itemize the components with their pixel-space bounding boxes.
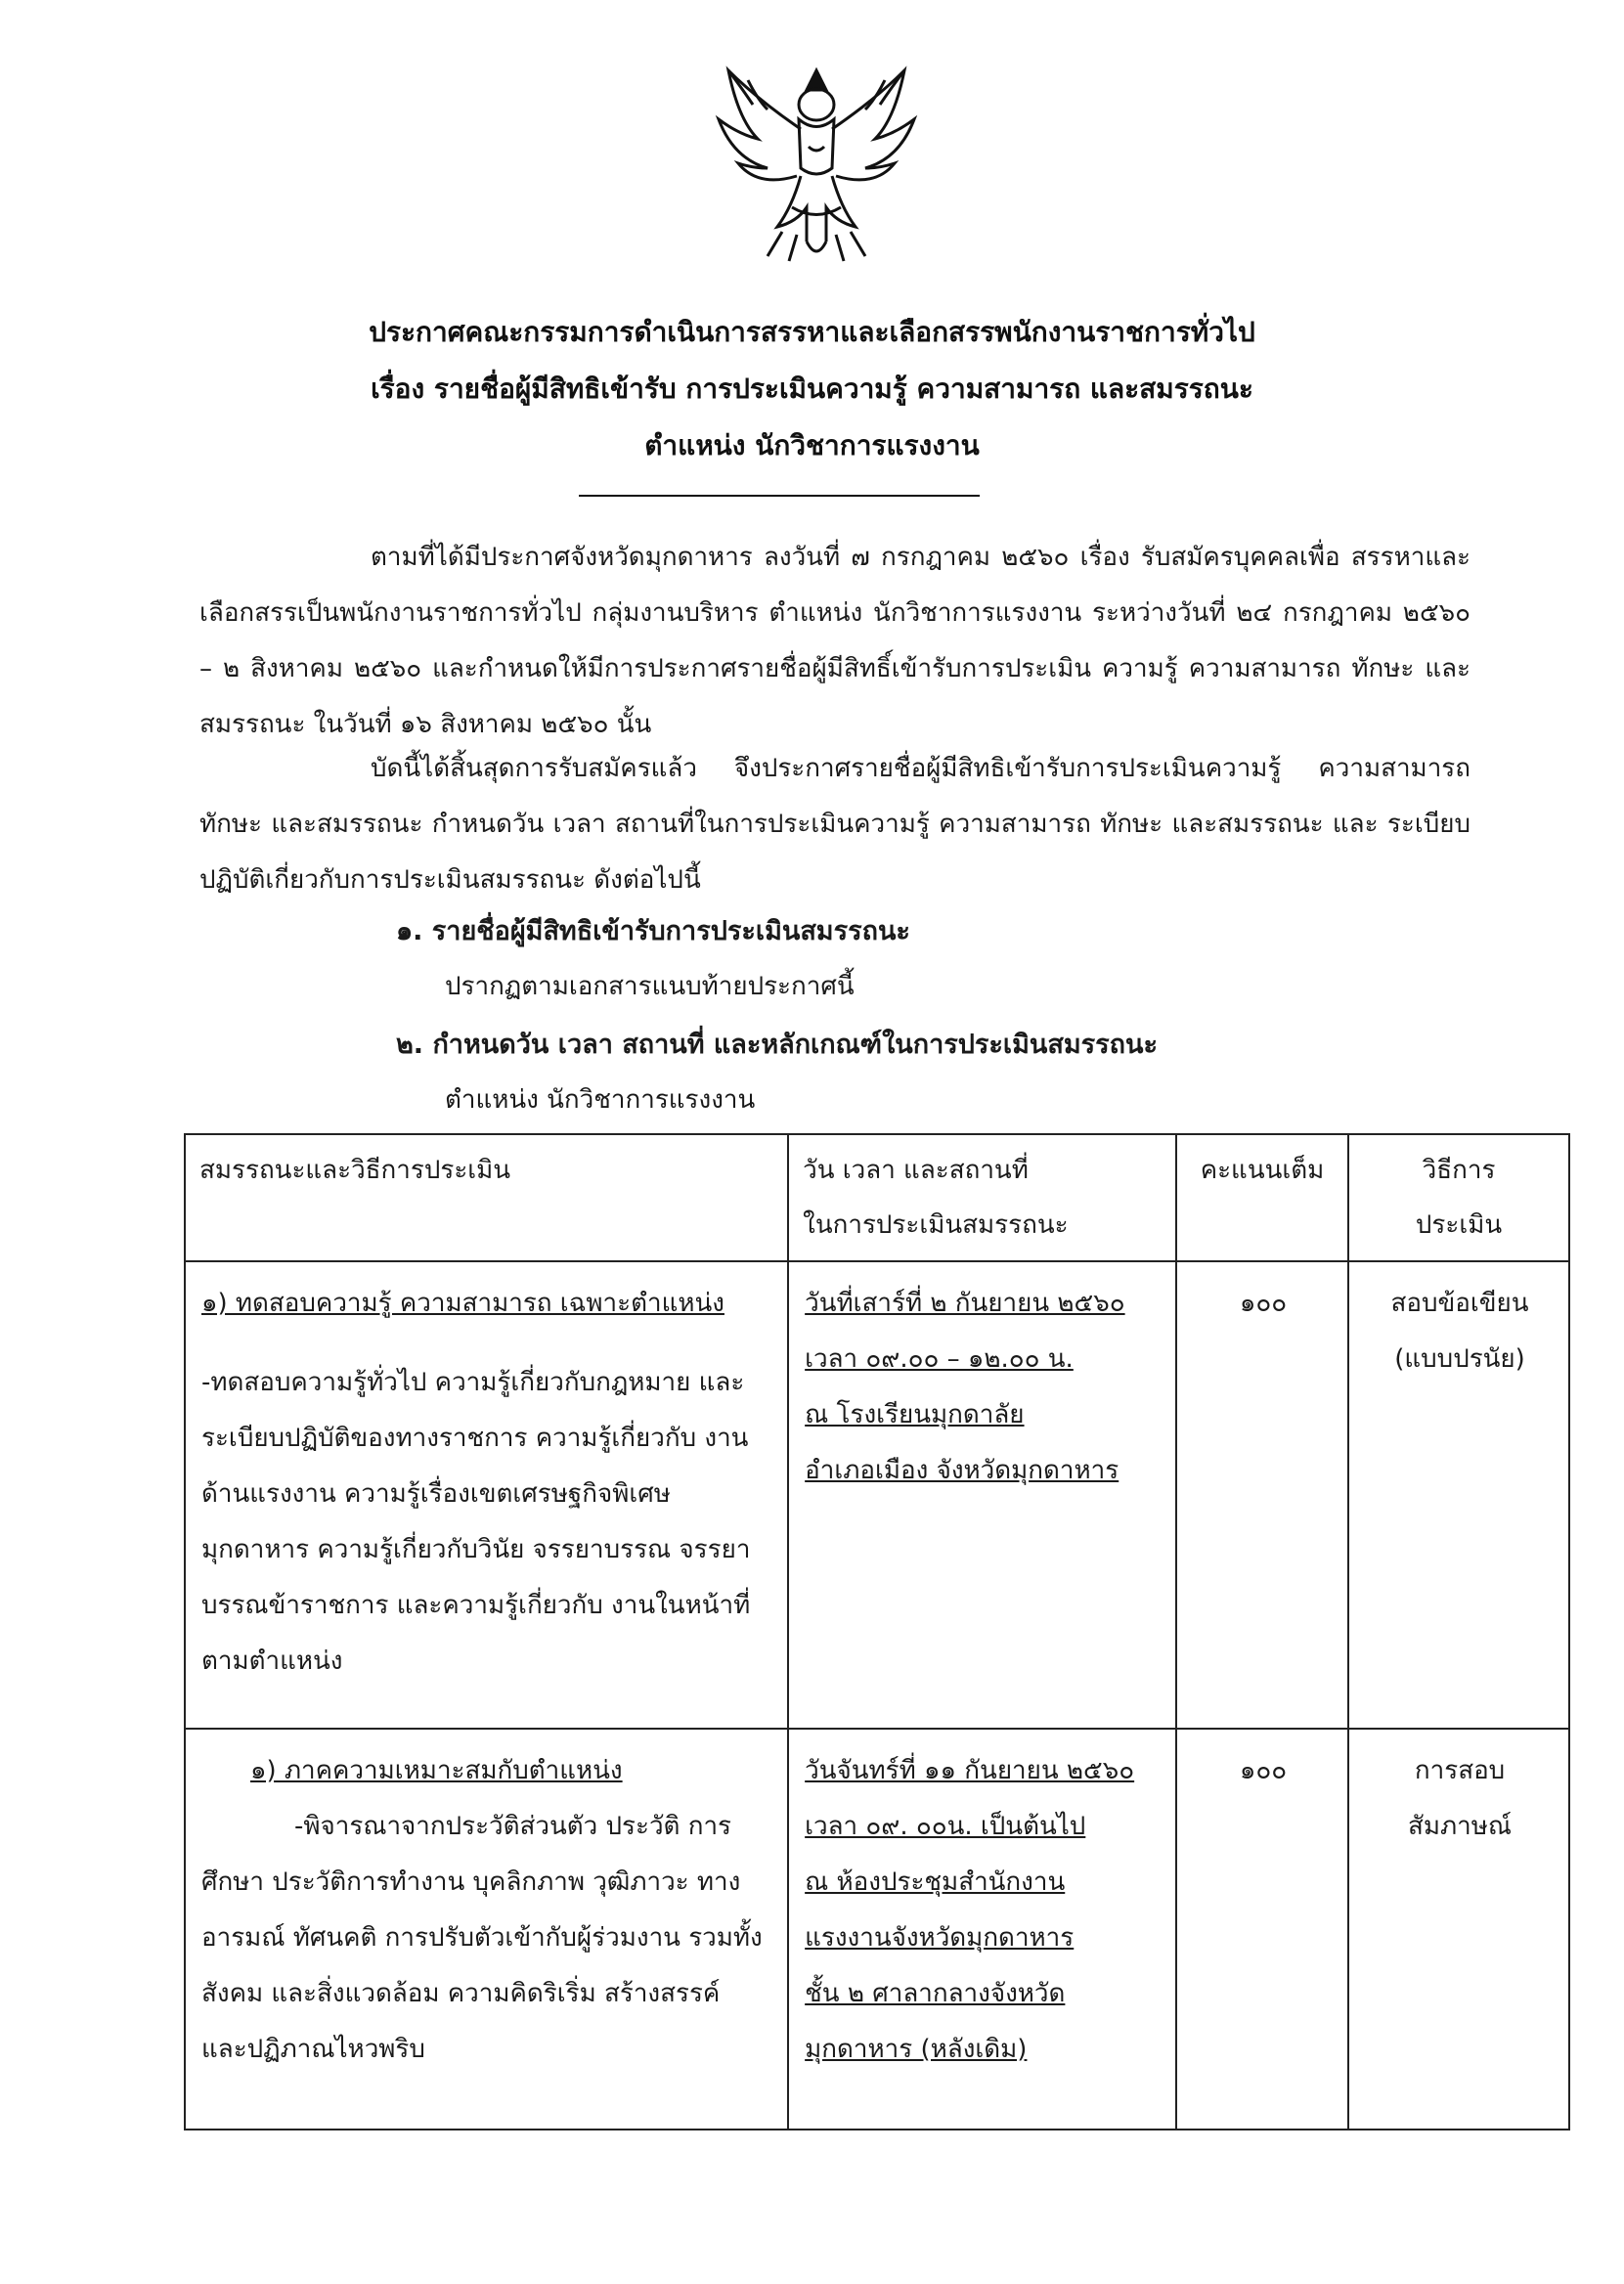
announcement-position: ตำแหน่ง นักวิชาการแรงงาน (644, 429, 980, 461)
schedule-cell (788, 1729, 1176, 2130)
intro-paragraph (199, 530, 1470, 753)
schedule-cell (788, 1261, 1176, 1729)
header-competency: สมรรถนะและวิธีการประเมิน (185, 1134, 788, 1261)
method-cell: การสอบ สัมภาษณ์ (1348, 1729, 1569, 2130)
schedule-line: แรงงานจังหวัดมุกดาหาร (805, 1923, 1075, 1953)
competency-title: ๑) ทดสอบความรู้ ความสามารถ เฉพาะตำแหน่ง (201, 1289, 724, 1318)
intro-paragraph-rest: สรรหาและเลือกสรรเป็นพนักงานราชการทั่วไป กลุ่มงานบริหาร ตำแหน่ง นักวิชาการแรงงาน ระหว่างวันที่ ๒๔ กรกฎาคม ๒๕๖๐ – ๒ สิงหาคม ๒๕๖๐ และกำหนดให้มีการประกาศรายชื่อผู้มีสิทธิ์เข้ารับการประเมิน ความรู้ ความสามารถ ทักษะ และสมรรถนะ ในวันที่ ๑๖ สิงหาคม ๒๕๖๐ นั้น (199, 543, 1471, 739)
schedule-line: เวลา ๐๙.๐๐ – ๑๒.๐๐ น. (805, 1344, 1074, 1374)
header-full-score: คะแนนเต็ม (1176, 1134, 1348, 1261)
announcement-subject: เรื่อง รายชื่อผู้มีสิทธิเข้ารับ การประเมินความรู้ ความสามารถ และสมรรถนะ (371, 373, 1253, 405)
competency-detail: -ทดสอบความรู้ทั่วไป ความรู้เกี่ยวกับกฎหมาย และระเบียบปฏิบัติของทางราชการ ความรู้เกี่ยวกับ งานด้านแรงงาน ความรู้เรื่องเขตเศรษฐกิจพิเศษ มุกดาหาร ความรู้เกี่ยวกับวินัย จรรยาบรรณ จรรยาบรรณข้าราชการ และความรู้เกี่ยวกับ งานในหน้าที่ตามตำแหน่ง (201, 1368, 751, 1676)
score-cell: ๑๐๐ (1176, 1261, 1348, 1729)
score-cell: ๑๐๐ (1176, 1729, 1348, 2130)
section-2-subtext: ตำแหน่ง นักวิชาการแรงงาน (445, 1085, 756, 1115)
competency-title: ๑) ภาคความเหมาะสมกับตำแหน่ง (250, 1756, 623, 1785)
schedule-line: วันที่เสาร์ที่ ๒ กันยายน ๒๕๖๐ (805, 1289, 1125, 1318)
competency-cell (185, 1729, 788, 2130)
header-method: วิธีการ ประเมิน (1348, 1134, 1569, 1261)
section-1-subtext: ปรากฏตามเอกสารแนบท้ายประกาศนี้ (445, 972, 855, 1001)
assessment-table (184, 1133, 1570, 2130)
section-1-heading: ๑. รายชื่อผู้มีสิทธิเข้ารับการประเมินสมรรถนะ (396, 916, 910, 946)
schedule-line: อำเภอเมือง จังหวัดมุกดาหาร (805, 1456, 1119, 1485)
header-schedule: วัน เวลา และสถานที่ ในการประเมินสมรรถนะ (788, 1134, 1176, 1261)
competency-cell (185, 1261, 788, 1729)
table-row (185, 1261, 1569, 1729)
schedule-line: วันจันทร์ที่ ๑๑ กันยายน ๒๕๖๐ (805, 1756, 1135, 1785)
announcement-paragraph (199, 741, 1470, 908)
schedule-line: มุกดาหาร (หลังเดิม) (805, 2035, 1028, 2064)
table-row (185, 1729, 1569, 2130)
schedule-line: เวลา ๐๙. ๐๐น. เป็นต้นไป (805, 1812, 1086, 1841)
schedule-line: ชั้น ๒ ศาลากลางจังหวัด (805, 1979, 1066, 2008)
table-header-row (185, 1134, 1569, 1261)
title-divider (579, 495, 980, 497)
schedule-line: ณ โรงเรียนมุกดาลัย (805, 1400, 1025, 1429)
intro-paragraph-lead: ตามที่ได้มีประกาศจังหวัดมุกดาหาร ลงวันที่ ๗ กรกฎาคม ๒๕๖๐ เรื่อง รับสมัครบุคคลเพื่อ (371, 543, 1340, 572)
garuda-emblem (699, 61, 934, 276)
competency-detail: -พิจารณาจากประวัติส่วนตัว ประวัติ การศึกษา ประวัติการทำงาน บุคลิกภาพ วุฒิภาวะ ทางอารมณ์ ทัศนคติ การปรับตัวเข้ากับผู้ร่วมงาน รวมทั้งสังคม และสิ่งแวดล้อม ความคิดริเริ่ม สร้างสรรค์ และปฏิภาณไหวพริบ (201, 1812, 763, 2064)
announcement-paragraph-lead: บัดนี้ได้สิ้นสุดการรับสมัครแล้ว จึงประกาศรายชื่อผู้มีสิทธิเข้ารับการประเมินความรู้ ความสามารถ (371, 754, 1470, 783)
announcement-title: ประกาศคณะกรรมการดำเนินการสรรหาและเลือกสรรพนักงานราชการทั่วไป (369, 316, 1255, 348)
schedule-line: ณ ห้องประชุมสำนักงาน (805, 1867, 1066, 1897)
announcement-paragraph-rest: ทักษะ และสมรรถนะ กำหนดวัน เวลา สถานที่ในการประเมินความรู้ ความสามารถ ทักษะ และสมรรถนะ และ ระเบียบปฏิบัติเกี่ยวกับการประเมินสมรรถนะ ดังต่อไปนี้ (199, 810, 1470, 895)
section-2-heading: ๒. กำหนดวัน เวลา สถานที่ และหลักเกณฑ์ในการประเมินสมรรถนะ (396, 1030, 1158, 1060)
method-cell: สอบข้อเขียน (แบบปรนัย) (1348, 1261, 1569, 1729)
